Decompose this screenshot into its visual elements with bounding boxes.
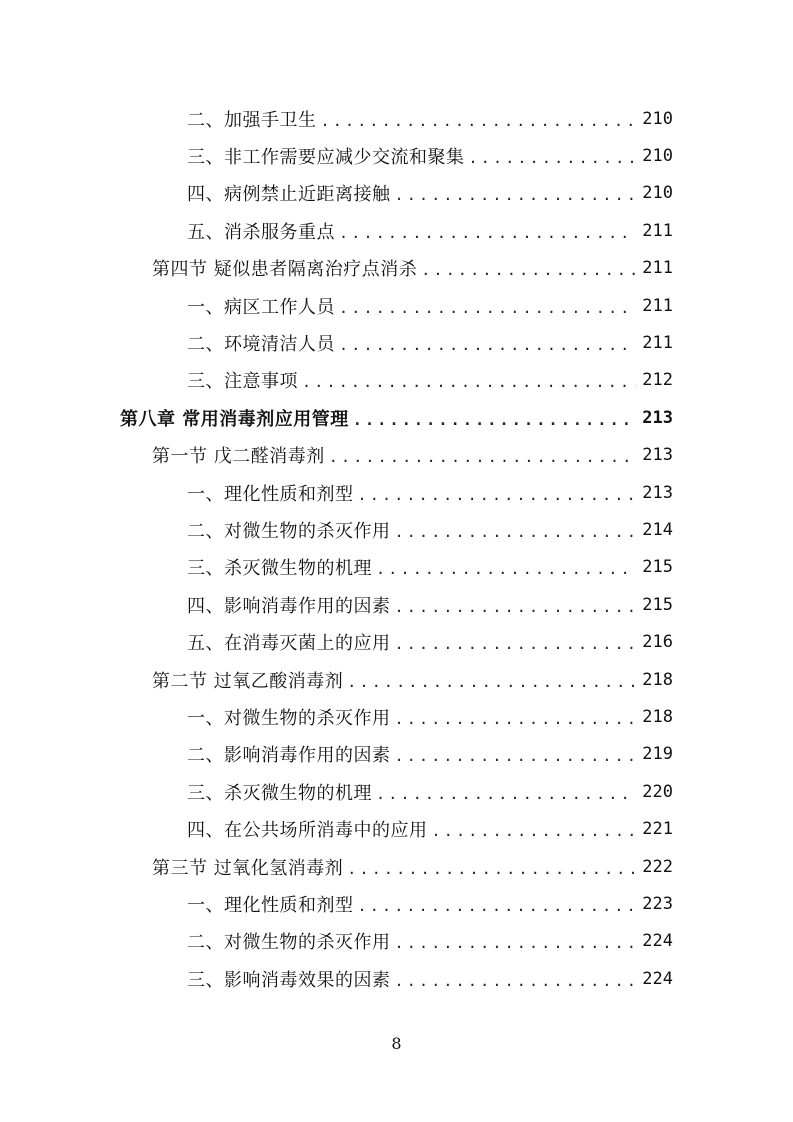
toc-leader-dots: [353, 411, 637, 429]
toc-entry-title: 第三节 过氧化氢消毒剂: [152, 857, 344, 879]
table-of-contents: [0, 100, 793, 997]
toc-subsection-entry[interactable]: [0, 586, 793, 623]
toc-leader-dots: [376, 560, 636, 578]
page-number: 8: [391, 1034, 402, 1053]
toc-subsection-entry[interactable]: [0, 474, 793, 511]
toc-entry-page: 215: [642, 557, 673, 578]
toc-entry-page: 224: [642, 968, 673, 989]
toc-leader-dots: [347, 860, 636, 878]
toc-leader-dots: [339, 336, 636, 354]
toc-subsection-entry[interactable]: [0, 511, 793, 548]
toc-entry-title: 一、病区工作人员: [187, 296, 335, 318]
toc-section-entry[interactable]: [0, 848, 793, 885]
toc-section-entry[interactable]: [0, 250, 793, 287]
toc-leader-dots: [302, 373, 636, 391]
toc-leader-dots: [339, 224, 636, 242]
toc-entry-page: 215: [642, 594, 673, 615]
toc-leader-dots: [395, 186, 637, 204]
toc-entry-page: 210: [642, 108, 673, 129]
toc-leader-dots: [395, 747, 637, 765]
toc-subsection-entry[interactable]: [0, 698, 793, 735]
toc-subsection-entry[interactable]: [0, 623, 793, 660]
toc-entry-page: 223: [642, 893, 673, 914]
toc-leader-dots: [395, 598, 637, 616]
toc-entry-page: 220: [642, 781, 673, 802]
toc-entry-title: 一、理化性质和剂型: [187, 483, 354, 505]
toc-entry-page: 210: [642, 146, 673, 167]
toc-subsection-entry[interactable]: [0, 362, 793, 399]
toc-entry-page: 211: [642, 258, 673, 279]
toc-entry-page: 214: [642, 519, 673, 540]
toc-leader-dots: [329, 448, 637, 466]
toc-entry-page: 221: [642, 819, 673, 840]
toc-leader-dots: [339, 299, 636, 317]
toc-entry-page: 211: [642, 220, 673, 241]
toc-entry-title: 三、非工作需要应减少交流和聚集: [187, 147, 465, 169]
toc-subsection-entry[interactable]: [0, 137, 793, 174]
toc-leader-dots: [358, 486, 637, 504]
toc-entry-title: 二、对微生物的杀灭作用: [187, 520, 391, 542]
toc-leader-dots: [432, 822, 637, 840]
toc-leader-dots: [421, 261, 636, 279]
toc-subsection-entry[interactable]: [0, 324, 793, 361]
toc-entry-title: 五、消杀服务重点: [187, 221, 335, 243]
toc-subsection-entry[interactable]: [0, 960, 793, 997]
toc-entry-title: 二、环境清洁人员: [187, 334, 335, 356]
toc-entry-title: 第四节 疑似患者隔离治疗点消杀: [152, 259, 418, 281]
toc-entry-page: 213: [642, 445, 673, 466]
toc-entry-page: 212: [642, 370, 673, 391]
toc-entry-title: 第八章 常用消毒剂应用管理: [120, 408, 349, 430]
toc-subsection-entry[interactable]: [0, 773, 793, 810]
toc-entry-title: 三、杀灭微生物的机理: [187, 558, 372, 580]
toc-leader-dots: [321, 112, 637, 130]
toc-leader-dots: [395, 972, 637, 990]
toc-chapter-entry[interactable]: [0, 399, 793, 436]
toc-entry-page: 216: [642, 632, 673, 653]
toc-entry-page: 219: [642, 744, 673, 765]
toc-leader-dots: [469, 149, 637, 167]
toc-entry-page: 211: [642, 295, 673, 316]
toc-leader-dots: [395, 934, 637, 952]
toc-entry-title: 第一节 戊二醛消毒剂: [152, 446, 325, 468]
toc-entry-title: 四、在公共场所消毒中的应用: [187, 820, 428, 842]
toc-entry-page: 213: [642, 407, 673, 428]
toc-entry-page: 210: [642, 183, 673, 204]
toc-leader-dots: [395, 710, 637, 728]
toc-entry-page: 224: [642, 931, 673, 952]
toc-entry-title: 二、影响消毒作用的因素: [187, 745, 391, 767]
toc-entry-title: 三、注意事项: [187, 371, 298, 393]
toc-subsection-entry[interactable]: [0, 810, 793, 847]
toc-entry-title: 四、病例禁止近距离接触: [187, 184, 391, 206]
toc-entry-page: 218: [642, 669, 673, 690]
toc-subsection-entry[interactable]: [0, 212, 793, 249]
toc-entry-page: 218: [642, 706, 673, 727]
toc-entry-title: 二、对微生物的杀灭作用: [187, 932, 391, 954]
toc-entry-title: 一、理化性质和剂型: [187, 894, 354, 916]
toc-entry-title: 二、加强手卫生: [187, 109, 317, 131]
toc-entry-page: 213: [642, 482, 673, 503]
toc-section-entry[interactable]: [0, 437, 793, 474]
toc-subsection-entry[interactable]: [0, 736, 793, 773]
toc-section-entry[interactable]: [0, 661, 793, 698]
toc-subsection-entry[interactable]: [0, 923, 793, 960]
toc-subsection-entry[interactable]: [0, 287, 793, 324]
toc-entry-page: 211: [642, 333, 673, 354]
toc-subsection-entry[interactable]: [0, 885, 793, 922]
toc-entry-title: 三、杀灭微生物的机理: [187, 782, 372, 804]
toc-entry-title: 四、影响消毒作用的因素: [187, 595, 391, 617]
toc-entry-page: 222: [642, 856, 673, 877]
toc-leader-dots: [358, 897, 637, 915]
toc-leader-dots: [347, 673, 636, 691]
toc-leader-dots: [395, 635, 637, 653]
toc-subsection-entry[interactable]: [0, 175, 793, 212]
toc-entry-title: 三、影响消毒效果的因素: [187, 969, 391, 991]
toc-entry-title: 一、对微生物的杀灭作用: [187, 707, 391, 729]
toc-entry-title: 五、在消毒灭菌上的应用: [187, 633, 391, 655]
toc-leader-dots: [395, 523, 637, 541]
toc-subsection-entry[interactable]: [0, 549, 793, 586]
toc-subsection-entry[interactable]: [0, 100, 793, 137]
toc-leader-dots: [376, 785, 636, 803]
toc-entry-title: 第二节 过氧乙酸消毒剂: [152, 670, 344, 692]
